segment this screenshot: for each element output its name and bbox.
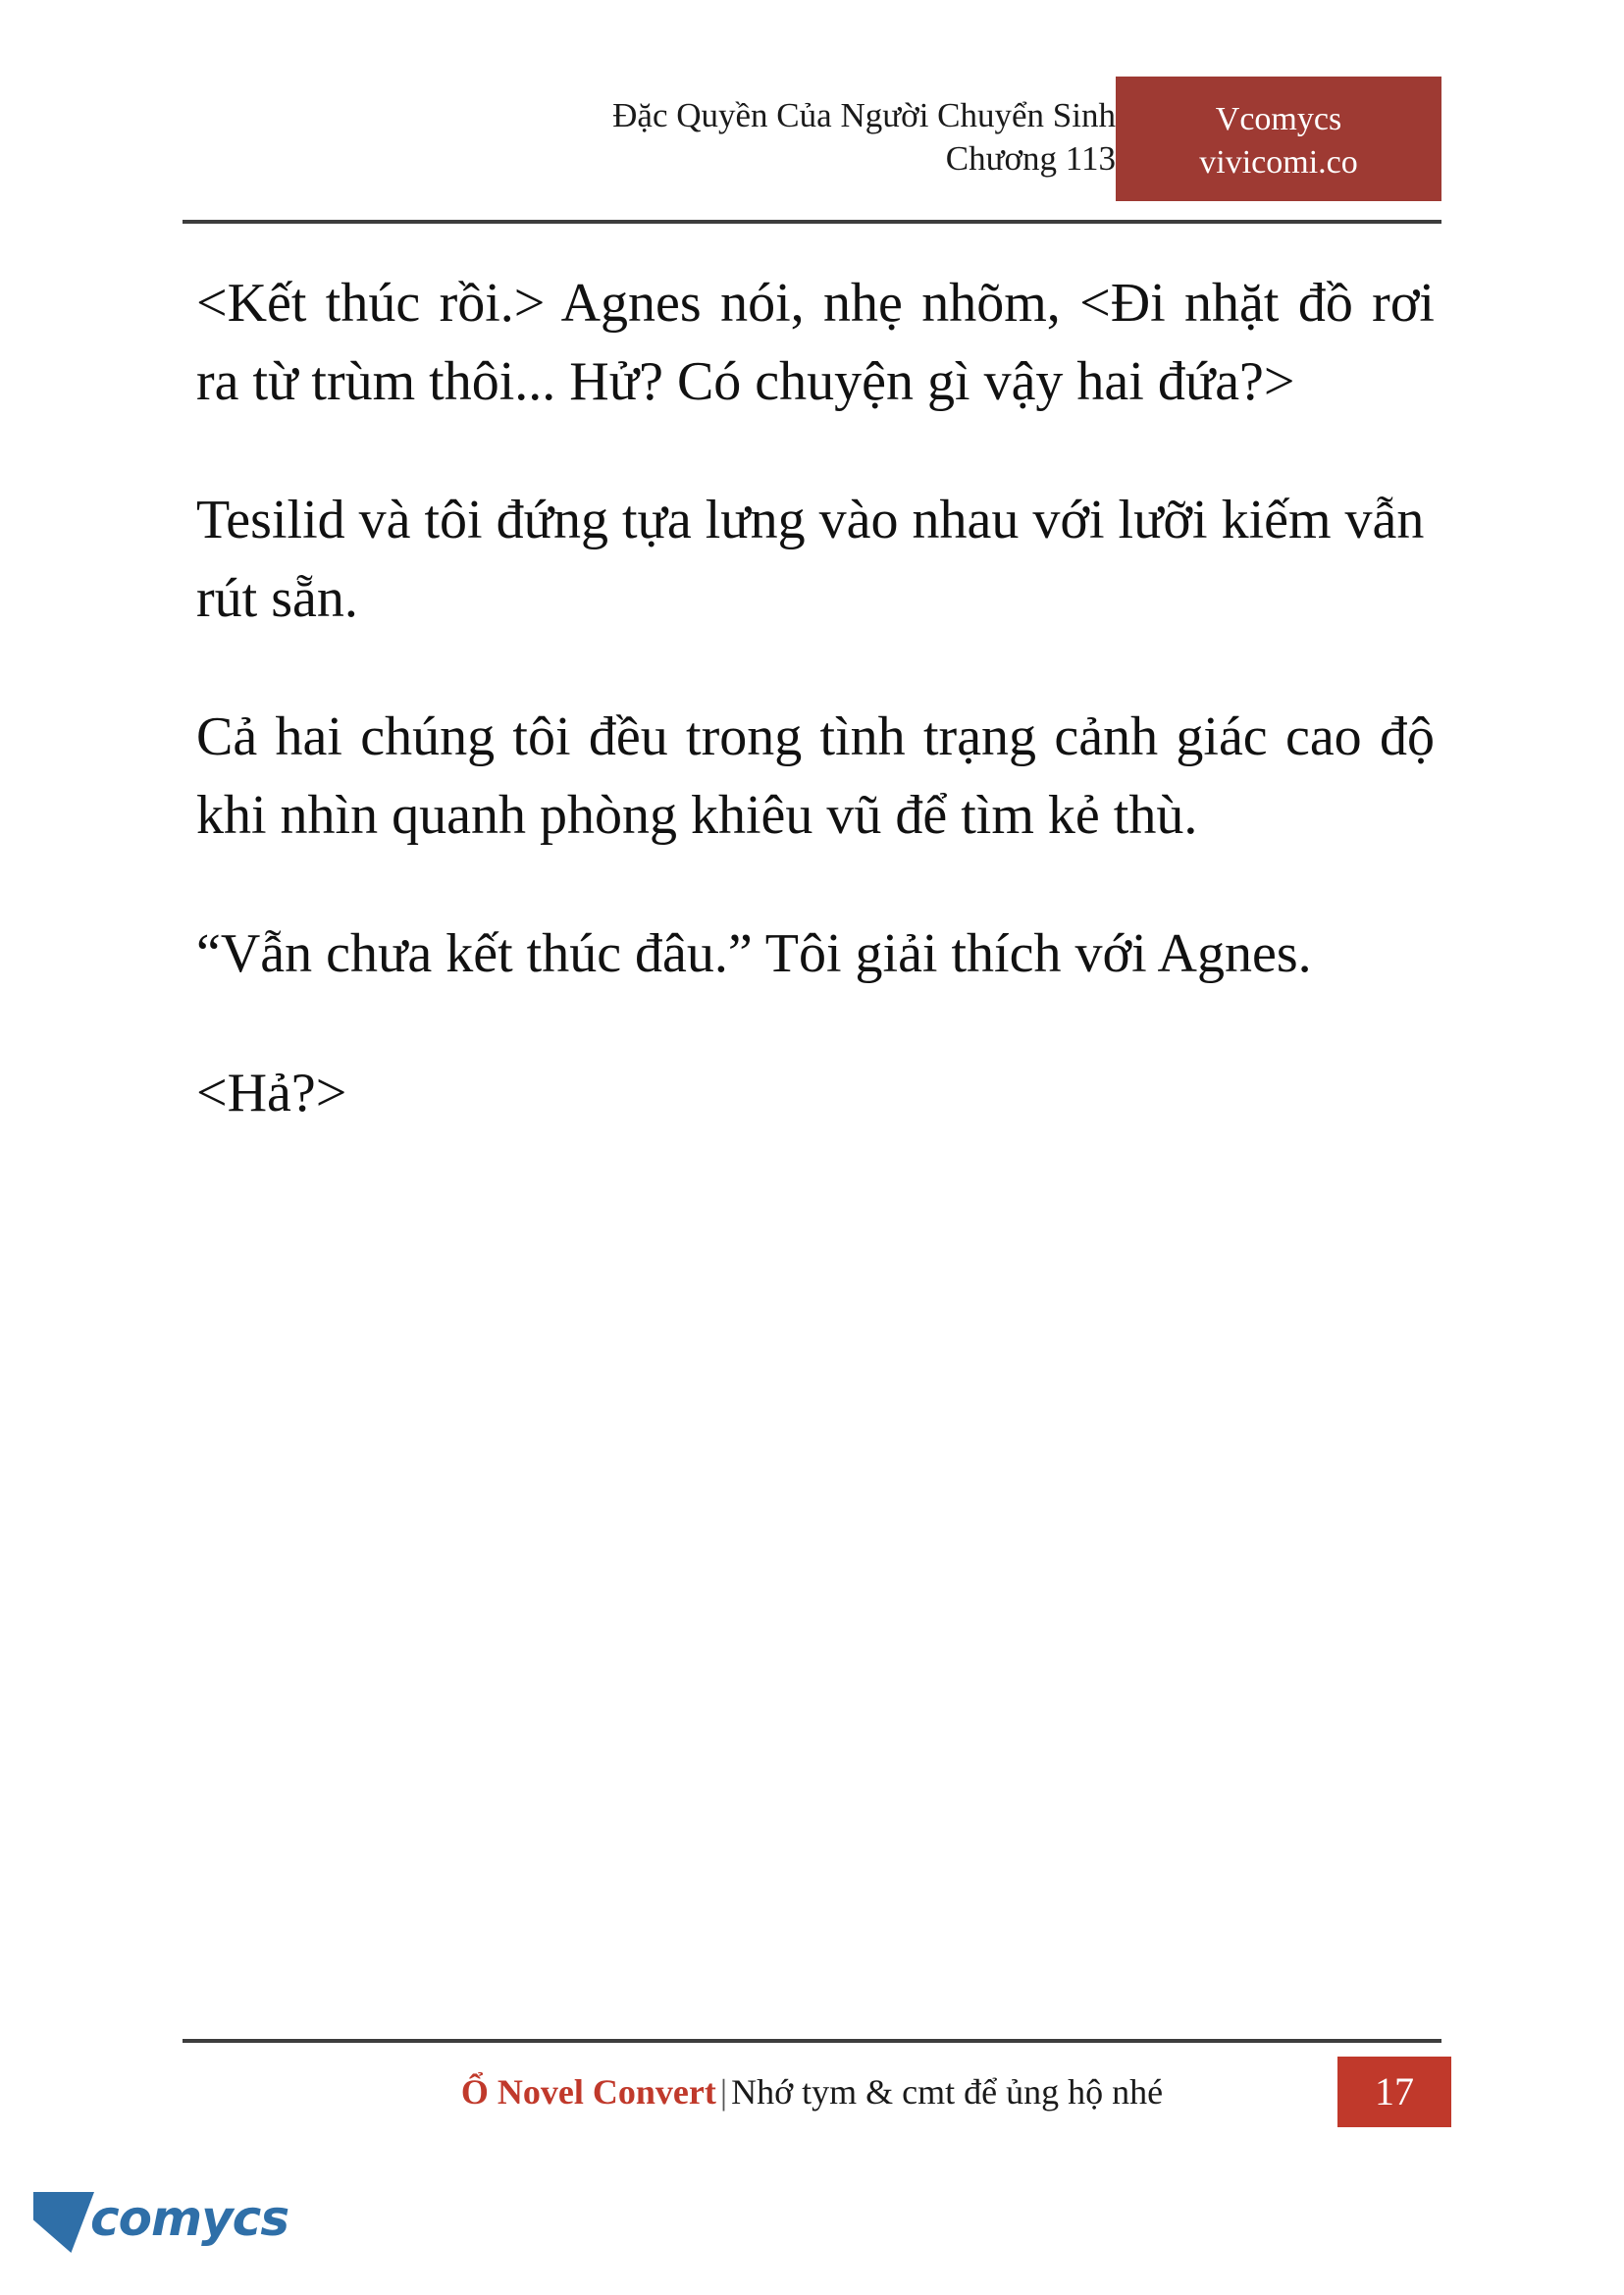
paragraph: <Kết thúc rồi.> Agnes nói, nhẹ nhõm, <Đi nhặt đồ rơi ra từ trùm thôi... Hử? Có chuyện gì vậy hai đứa?> — [196, 273, 1435, 412]
footer-separator: | — [719, 2072, 728, 2112]
footer-credit — [183, 2060, 1441, 2123]
site-badge — [1116, 77, 1441, 201]
paragraph: Tesilid và tôi đứng tựa lưng vào nhau với lưỡi kiếm vẫn rút sẵn. — [196, 490, 1425, 629]
watermark-text: comycs — [90, 2190, 289, 2247]
site-badge-name: Vcomycs — [1215, 101, 1342, 137]
page-header — [183, 77, 1441, 224]
page-content — [196, 265, 1435, 1193]
header-title-block — [612, 94, 1116, 181]
footer-brand: Ổ Novel Convert — [460, 2072, 716, 2112]
paragraph: “Vẫn chưa kết thúc đâu.” Tôi giải thích với Agnes. — [196, 923, 1312, 985]
footer-note: Nhớ tym & cmt để ủng hộ nhé — [731, 2072, 1164, 2112]
page-number: 17 — [1337, 2057, 1451, 2127]
footer-bar — [183, 2060, 1441, 2123]
footer-divider — [183, 2039, 1441, 2043]
paragraph: Cả hai chúng tôi đều trong tình trạng cảnh giác cao độ khi nhìn quanh phòng khiêu vũ để tìm kẻ thù. — [196, 706, 1435, 846]
paragraph: <Hả?> — [196, 1062, 347, 1123]
header-divider — [183, 220, 1441, 224]
v-logo-icon — [33, 2192, 94, 2253]
page-title: Đặc Quyền Của Người Chuyển Sinh — [612, 96, 1116, 134]
vcomycs-watermark — [33, 2186, 288, 2270]
chapter-label: Chương 113 — [945, 138, 1116, 178]
site-badge-url: vivicomi.co — [1199, 143, 1358, 181]
page-footer — [183, 2039, 1441, 2123]
